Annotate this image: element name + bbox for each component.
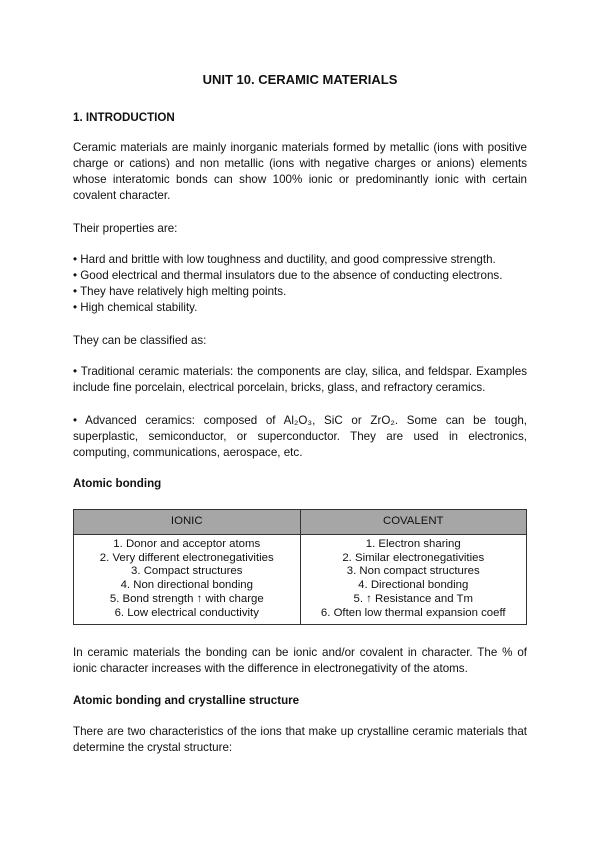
ionic-header: IONIC [74, 510, 301, 535]
covalent-item: 5. ↑ Resistance and Tm [353, 592, 473, 605]
bonding-comparison-table [73, 509, 527, 625]
ionic-item: 4. Non directional bonding [120, 579, 253, 592]
covalent-item: 6. Often low thermal expansion coeff [320, 606, 506, 619]
ionic-item: 3. Compact structures [131, 565, 243, 578]
ionic-item: 6. Low electrical conductivity [114, 606, 259, 619]
list-item: • Good electrical and thermal insulators due to the absence of conducting electrons. [73, 269, 503, 282]
advanced-ceramics-item: • Advanced ceramics: composed of Al₂O₃, SiC or ZrO₂. Some can be tough, superplastic, semiconductor, or superconductor. They are used in electronics, computing, communications, aerospace, etc. [73, 414, 527, 459]
list-item: • Hard and brittle with low toughness and ductility, and good compressive strength. [73, 253, 496, 266]
covalent-header: COVALENT [300, 510, 527, 535]
intro-paragraph: Ceramic materials are mainly inorganic materials formed by metallic (ions with positive charge or cations) and non metallic (ions with negative charges or anions) elements whose interatomic bonds can show 100% ionic or predominantly ionic with certain covalent character. [73, 141, 527, 202]
document-title: UNIT 10. CERAMIC MATERIALS [202, 72, 398, 87]
list-item: • High chemical stability. [73, 301, 198, 314]
ionic-item: 1. Donor and acceptor atoms [113, 538, 261, 550]
section-heading-introduction: 1. INTRODUCTION [73, 111, 175, 124]
properties-intro: Their properties are: [73, 222, 178, 235]
table-row [74, 535, 527, 625]
section-heading-crystalline-structure: Atomic bonding and crystalline structure [73, 694, 300, 707]
ionic-item: 5. Bond strength ↑ with charge [109, 592, 264, 605]
classified-intro: They can be classified as: [73, 334, 207, 347]
ionic-item: 2. Very different electronegativities [99, 551, 274, 564]
covalent-item: 4. Directional bonding [358, 579, 469, 592]
covalent-cell [300, 535, 527, 625]
list-item: • They have relatively high melting points. [73, 285, 287, 298]
table-header-row [74, 510, 527, 535]
crystal-paragraph: There are two characteristics of the ions that make up crystalline ceramic materials that determine the crystal structure: [73, 725, 527, 754]
covalent-item: 1. Electron sharing [365, 538, 461, 550]
covalent-item: 2. Similar electronegativities [342, 551, 485, 564]
ionic-cell [74, 535, 301, 625]
section-heading-atomic-bonding: Atomic bonding [73, 477, 162, 490]
properties-list [73, 252, 527, 316]
bonding-character-paragraph: In ceramic materials the bonding can be ionic and/or covalent in character. The % of ionic character increases with the difference in electronegativity of the atoms. [73, 646, 527, 675]
covalent-item: 3. Non compact structures [346, 565, 480, 578]
traditional-ceramics-item: • Traditional ceramic materials: the components are clay, silica, and feldspar. Examples include fine porcelain, electrical porcelain, bricks, glass, and refractory ceramics. [73, 365, 527, 394]
